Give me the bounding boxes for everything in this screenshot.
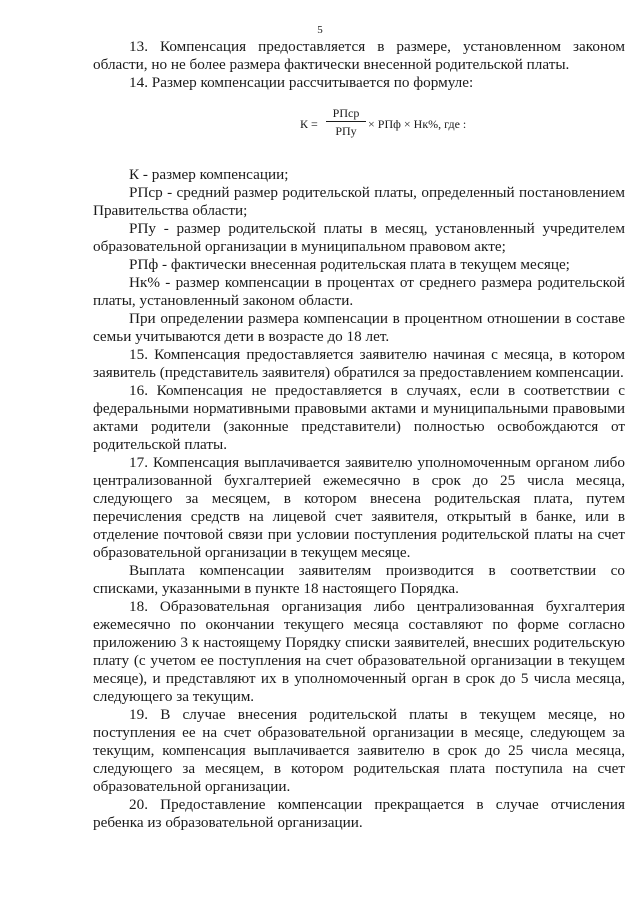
formula-denominator: РПу <box>335 124 357 138</box>
paragraph: 20. Предоставление компенсации прекращается в случае отчисления ребенка из образовательной организации. <box>93 796 625 831</box>
formula-lhs: К = <box>300 117 318 131</box>
main-text-block <box>93 166 625 832</box>
paragraph: РПф - фактически внесенная родительская плата в текущем месяце; <box>129 256 570 273</box>
formula-numerator: РПср <box>326 106 366 122</box>
paragraph: К - размер компенсации; <box>129 166 289 183</box>
paragraph: 18. Образовательная организация либо централизованная бухгалтерия ежемесячно по окончании текущего месяца составляют по форме согласно приложению 3 к настоящему Порядку списки заявителей, внесших родительскую плату (с учетом ее поступления на счет образовательной организации в текущем месяце), и представляют их в уполномоченный орган в срок до 5 числа месяца, следующего за текущим. <box>93 598 625 705</box>
formula-rest: × РПф × Нк%, где : <box>368 117 467 131</box>
top-text-block <box>93 38 625 92</box>
paragraph: Нк% - размер компенсации в процентах от среднего размера родительской платы, установленный законом области. <box>93 274 625 309</box>
paragraph: РПср - средний размер родительской платы, определенный постановлением Правительства области; <box>93 184 625 219</box>
paragraph: При определении размера компенсации в процентном отношении в составе семьи учитываются дети в возрасте до 18 лет. <box>93 310 625 345</box>
paragraph: 13. Компенсация предоставляется в размере, установленном законом области, но не более размера фактически внесенной родительской платы. <box>93 38 625 73</box>
paragraph: 16. Компенсация не предоставляется в случаях, если в соответствии с федеральными нормативными правовыми актами и муниципальными правовыми актами родители (законные представители) полностью освобождаются от родительской платы. <box>93 382 625 453</box>
paragraph: 19. В случае внесения родительской платы в текущем месяце, но поступления ее на счет образовательной организации в месяце, следующем за текущим, компенсация выплачивается заявителю в срок до 25 числа месяца, следующего за месяцем, в котором родительская плата поступила на счет образовательной организации. <box>93 706 625 795</box>
page-number: 5 <box>317 24 323 36</box>
paragraph: 17. Компенсация выплачивается заявителю уполномоченным органом либо централизованной бухгалтерией ежемесячно в срок до 25 числа месяца, следующего за месяцем, в котором внесена родительская плата, путем перечисления средств на лицевой счет заявителя, открытый в банке, или в отделение почтовой связи при условии поступления родительской платы на счет образовательной организации в текущем месяце. <box>93 454 625 561</box>
paragraph: 15. Компенсация предоставляется заявителю начиная с месяца, в котором заявитель (представитель заявителя) обратился за предоставлением компенсации. <box>93 346 625 381</box>
paragraph: 14. Размер компенсации рассчитывается по формуле: <box>129 74 474 91</box>
paragraph: РПу - размер родительской платы в месяц, установленный учредителем образовательной организации в муниципальном правовом акте; <box>93 220 625 255</box>
paragraph: Выплата компенсации заявителям производится в соответствии со списками, указанными в пункте 18 настоящего Порядка. <box>93 562 625 597</box>
formula-fraction <box>326 106 366 138</box>
